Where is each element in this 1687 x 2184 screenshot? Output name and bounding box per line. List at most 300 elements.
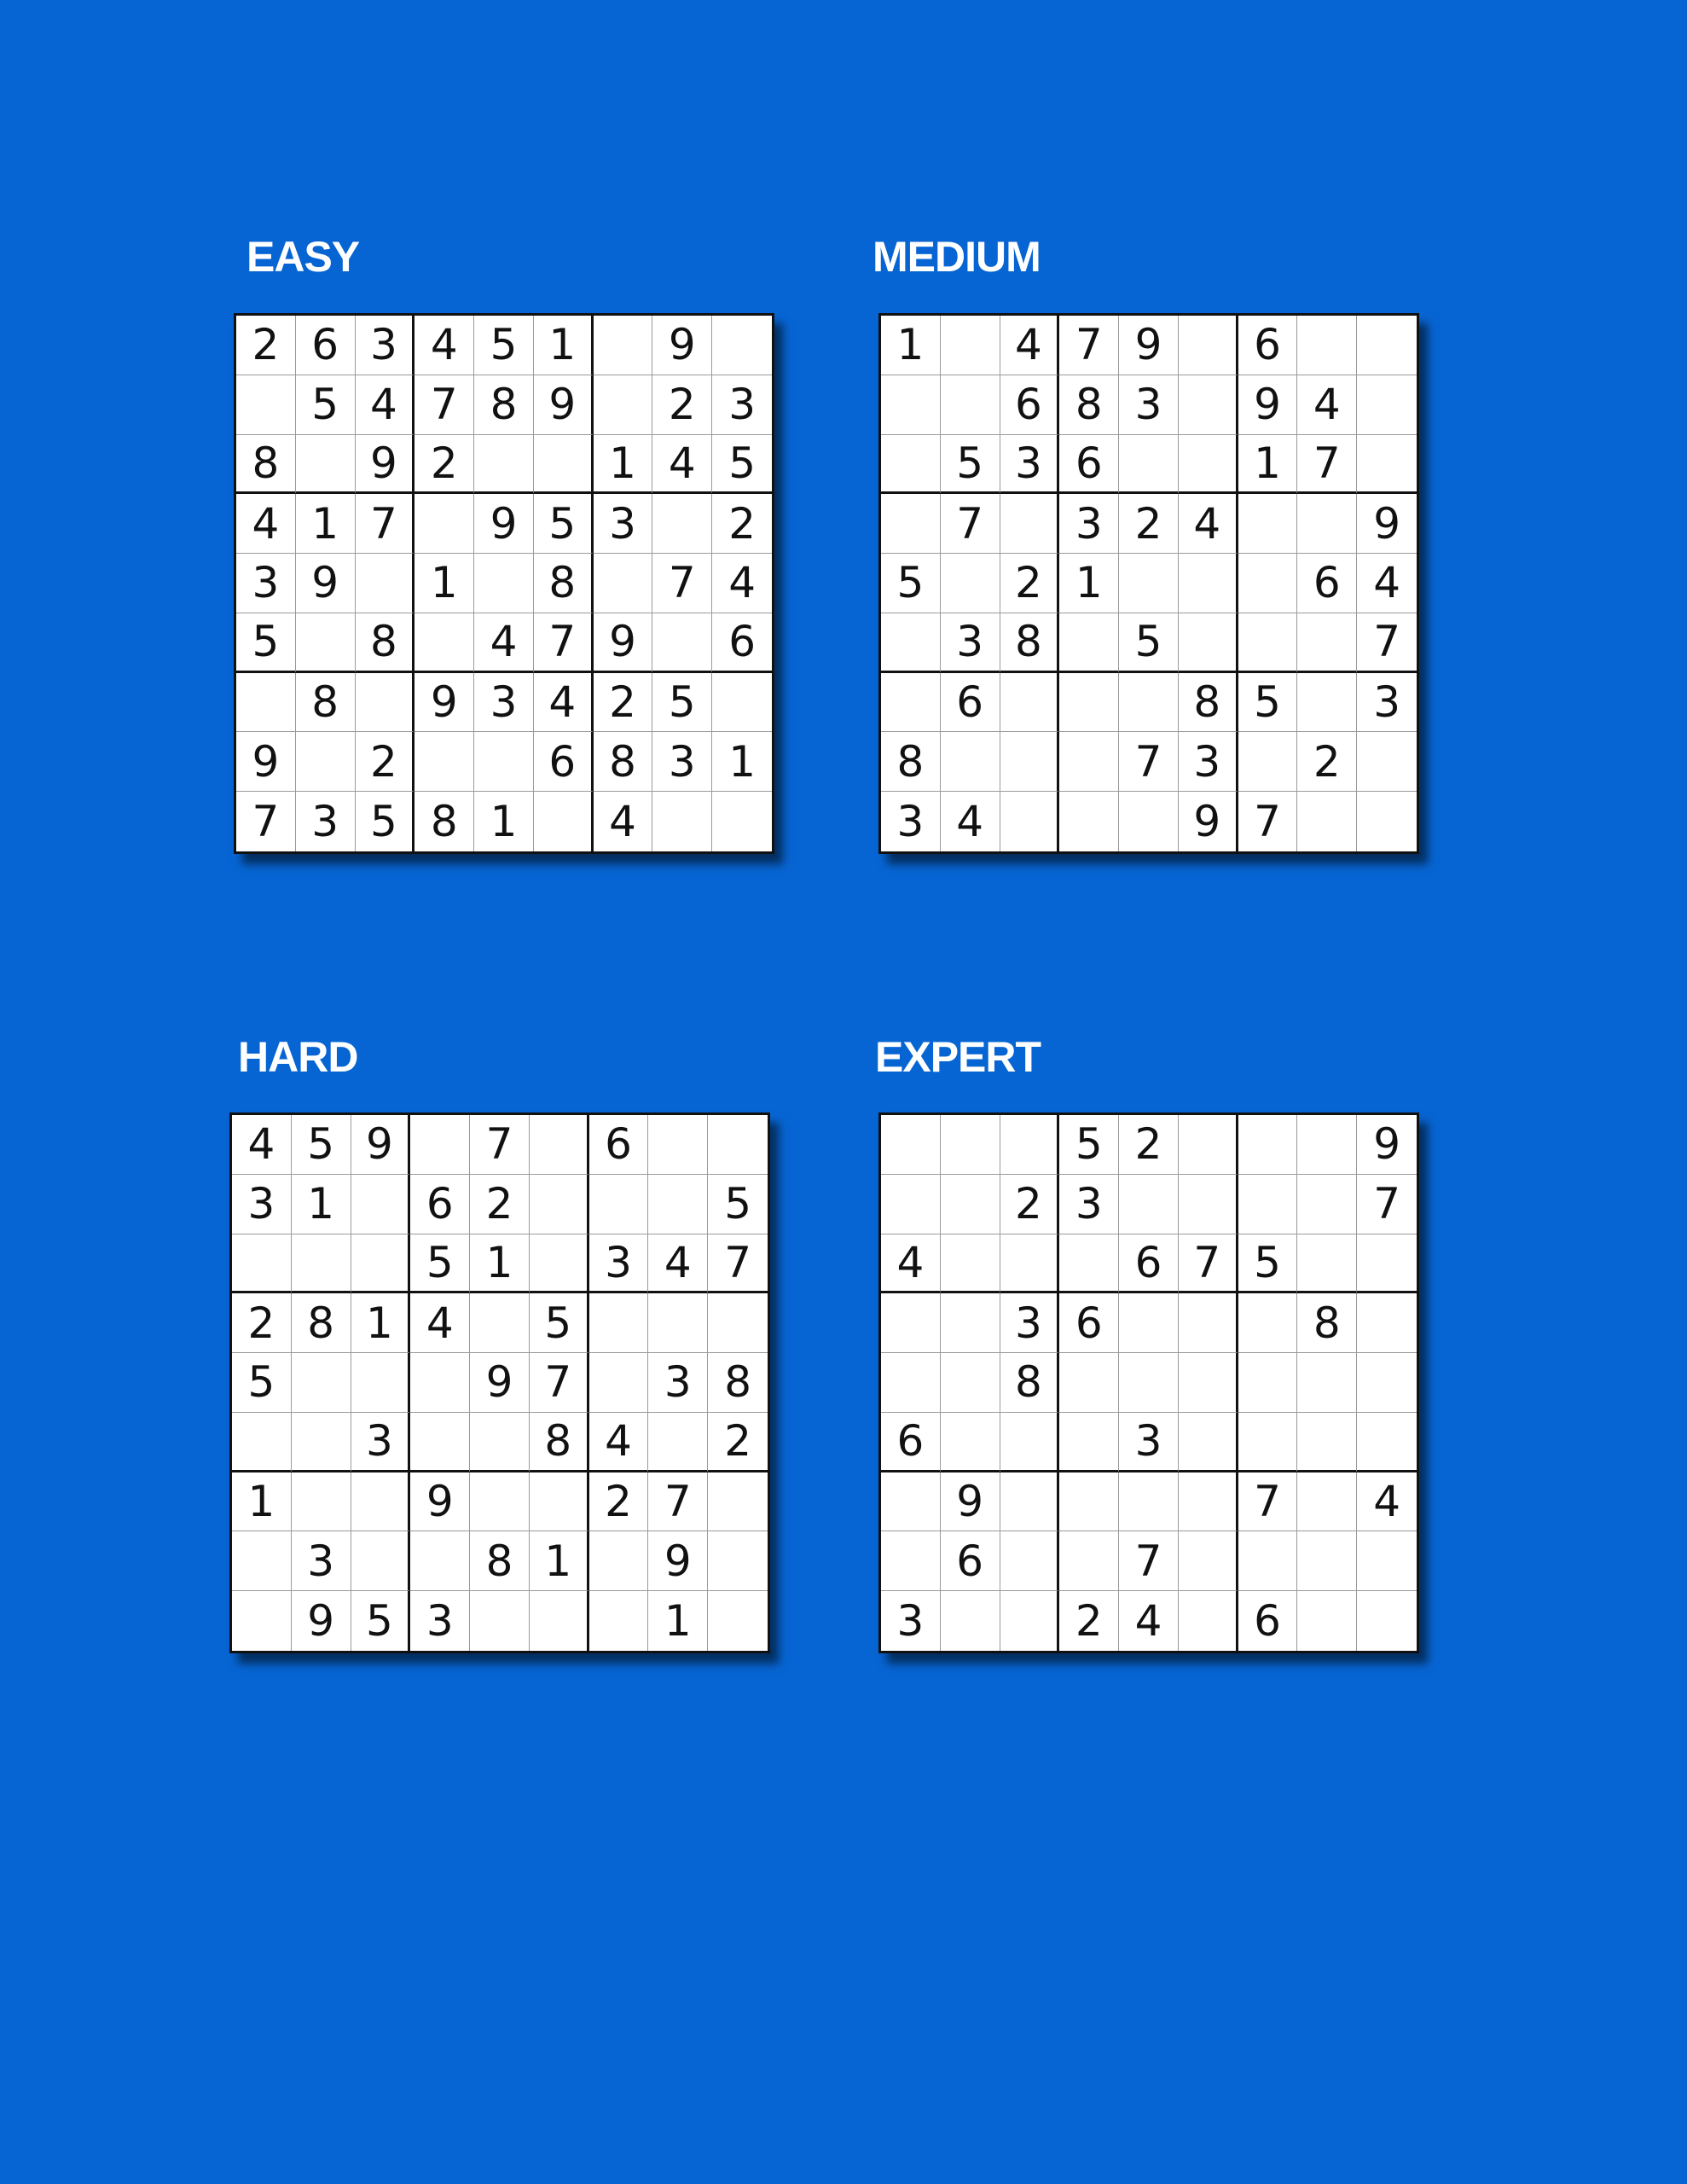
sudoku-cell[interactable]: 3 bbox=[474, 673, 534, 733]
sudoku-cell[interactable] bbox=[1000, 494, 1060, 554]
sudoku-cell[interactable] bbox=[941, 1293, 1000, 1353]
sudoku-cell[interactable] bbox=[1000, 792, 1060, 851]
sudoku-cell[interactable]: 1 bbox=[881, 316, 941, 375]
sudoku-cell[interactable] bbox=[534, 435, 594, 495]
sudoku-cell[interactable] bbox=[941, 732, 1000, 792]
sudoku-cell[interactable] bbox=[292, 1413, 351, 1472]
sudoku-cell[interactable]: 4 bbox=[1119, 1591, 1179, 1651]
sudoku-cell[interactable] bbox=[415, 613, 474, 673]
sudoku-cell[interactable] bbox=[941, 1413, 1000, 1472]
sudoku-cell[interactable]: 4 bbox=[356, 375, 415, 435]
sudoku-cell[interactable]: 9 bbox=[941, 1472, 1000, 1532]
sudoku-cell[interactable]: 5 bbox=[941, 435, 1000, 495]
sudoku-cell[interactable]: 1 bbox=[415, 554, 474, 613]
sudoku-cell[interactable] bbox=[1238, 613, 1298, 673]
sudoku-cell[interactable]: 7 bbox=[236, 792, 296, 851]
sudoku-cell[interactable] bbox=[351, 1175, 411, 1234]
sudoku-cell[interactable]: 3 bbox=[1119, 1413, 1179, 1472]
sudoku-cell[interactable] bbox=[1357, 435, 1417, 495]
sudoku-cell[interactable]: 4 bbox=[941, 792, 1000, 851]
sudoku-cell[interactable] bbox=[1000, 1531, 1060, 1591]
sudoku-cell[interactable]: 5 bbox=[474, 316, 534, 375]
sudoku-cell[interactable]: 4 bbox=[648, 1234, 708, 1294]
sudoku-cell[interactable]: 8 bbox=[530, 1413, 589, 1472]
sudoku-cell[interactable] bbox=[1119, 1353, 1179, 1413]
sudoku-cell[interactable] bbox=[1179, 1115, 1238, 1175]
sudoku-cell[interactable]: 5 bbox=[410, 1234, 470, 1294]
sudoku-cell[interactable] bbox=[1357, 732, 1417, 792]
sudoku-cell[interactable]: 3 bbox=[1059, 494, 1119, 554]
sudoku-cell[interactable] bbox=[474, 435, 534, 495]
sudoku-cell[interactable]: 2 bbox=[1119, 494, 1179, 554]
sudoku-cell[interactable] bbox=[351, 1234, 411, 1294]
sudoku-cell[interactable]: 4 bbox=[415, 316, 474, 375]
sudoku-cell[interactable]: 8 bbox=[236, 435, 296, 495]
sudoku-cell[interactable] bbox=[1297, 1472, 1357, 1532]
sudoku-cell[interactable] bbox=[1357, 1591, 1417, 1651]
sudoku-cell[interactable]: 7 bbox=[1357, 1175, 1417, 1234]
sudoku-cell[interactable] bbox=[1238, 732, 1298, 792]
sudoku-cell[interactable] bbox=[1119, 554, 1179, 613]
sudoku-cell[interactable]: 2 bbox=[594, 673, 653, 733]
sudoku-cell[interactable] bbox=[296, 435, 356, 495]
sudoku-cell[interactable] bbox=[1000, 732, 1060, 792]
sudoku-cell[interactable] bbox=[1119, 792, 1179, 851]
sudoku-cell[interactable]: 9 bbox=[351, 1115, 411, 1175]
sudoku-cell[interactable] bbox=[232, 1531, 292, 1591]
sudoku-cell[interactable] bbox=[351, 1531, 411, 1591]
sudoku-cell[interactable] bbox=[1179, 1531, 1238, 1591]
sudoku-cell[interactable]: 9 bbox=[1179, 792, 1238, 851]
sudoku-cell[interactable] bbox=[648, 1293, 708, 1353]
sudoku-cell[interactable]: 7 bbox=[708, 1234, 768, 1294]
sudoku-cell[interactable] bbox=[881, 1353, 941, 1413]
sudoku-cell[interactable]: 9 bbox=[534, 375, 594, 435]
sudoku-cell[interactable] bbox=[712, 673, 772, 733]
sudoku-cell[interactable] bbox=[296, 732, 356, 792]
sudoku-cell[interactable]: 4 bbox=[1357, 1472, 1417, 1532]
sudoku-cell[interactable]: 3 bbox=[236, 554, 296, 613]
sudoku-cell[interactable]: 5 bbox=[534, 494, 594, 554]
sudoku-cell[interactable]: 9 bbox=[1119, 316, 1179, 375]
sudoku-cell[interactable] bbox=[1059, 673, 1119, 733]
sudoku-cell[interactable] bbox=[881, 613, 941, 673]
sudoku-cell[interactable] bbox=[881, 1531, 941, 1591]
sudoku-cell[interactable]: 5 bbox=[232, 1353, 292, 1413]
sudoku-cell[interactable] bbox=[708, 1531, 768, 1591]
sudoku-cell[interactable]: 3 bbox=[941, 613, 1000, 673]
sudoku-cell[interactable]: 8 bbox=[356, 613, 415, 673]
sudoku-cell[interactable]: 9 bbox=[236, 732, 296, 792]
sudoku-cell[interactable] bbox=[1297, 1353, 1357, 1413]
sudoku-cell[interactable]: 3 bbox=[652, 732, 712, 792]
sudoku-cell[interactable] bbox=[1357, 792, 1417, 851]
sudoku-cell[interactable]: 3 bbox=[1357, 673, 1417, 733]
sudoku-cell[interactable]: 8 bbox=[1059, 375, 1119, 435]
sudoku-cell[interactable] bbox=[1000, 1472, 1060, 1532]
sudoku-cell[interactable]: 3 bbox=[1000, 1293, 1060, 1353]
sudoku-cell[interactable]: 8 bbox=[1179, 673, 1238, 733]
sudoku-cell[interactable]: 3 bbox=[351, 1413, 411, 1472]
sudoku-cell[interactable] bbox=[941, 554, 1000, 613]
sudoku-cell[interactable]: 1 bbox=[1238, 435, 1298, 495]
sudoku-cell[interactable]: 7 bbox=[1119, 1531, 1179, 1591]
sudoku-cell[interactable] bbox=[1238, 554, 1298, 613]
sudoku-cell[interactable]: 9 bbox=[648, 1531, 708, 1591]
sudoku-cell[interactable] bbox=[941, 375, 1000, 435]
sudoku-cell[interactable]: 8 bbox=[474, 375, 534, 435]
sudoku-cell[interactable] bbox=[1238, 494, 1298, 554]
sudoku-cell[interactable]: 1 bbox=[470, 1234, 530, 1294]
sudoku-cell[interactable]: 4 bbox=[1297, 375, 1357, 435]
sudoku-cell[interactable]: 3 bbox=[712, 375, 772, 435]
sudoku-cell[interactable]: 6 bbox=[1059, 1293, 1119, 1353]
sudoku-cell[interactable]: 7 bbox=[941, 494, 1000, 554]
sudoku-cell[interactable]: 4 bbox=[410, 1293, 470, 1353]
sudoku-cell[interactable]: 7 bbox=[1179, 1234, 1238, 1294]
sudoku-cell[interactable]: 4 bbox=[236, 494, 296, 554]
sudoku-cell[interactable] bbox=[470, 1472, 530, 1532]
sudoku-cell[interactable] bbox=[1179, 375, 1238, 435]
sudoku-cell[interactable] bbox=[232, 1591, 292, 1651]
sudoku-cell[interactable]: 2 bbox=[232, 1293, 292, 1353]
sudoku-cell[interactable]: 8 bbox=[708, 1353, 768, 1413]
sudoku-cell[interactable] bbox=[1238, 1293, 1298, 1353]
sudoku-cell[interactable]: 6 bbox=[589, 1115, 649, 1175]
sudoku-cell[interactable] bbox=[1000, 1591, 1060, 1651]
sudoku-cell[interactable]: 3 bbox=[292, 1531, 351, 1591]
sudoku-cell[interactable]: 6 bbox=[881, 1413, 941, 1472]
sudoku-cell[interactable] bbox=[236, 673, 296, 733]
sudoku-cell[interactable]: 5 bbox=[1238, 1234, 1298, 1294]
sudoku-cell[interactable] bbox=[1238, 1115, 1298, 1175]
sudoku-cell[interactable]: 9 bbox=[410, 1472, 470, 1532]
sudoku-cell[interactable]: 7 bbox=[1059, 316, 1119, 375]
sudoku-cell[interactable] bbox=[881, 673, 941, 733]
sudoku-cell[interactable] bbox=[1119, 1293, 1179, 1353]
sudoku-cell[interactable]: 2 bbox=[470, 1175, 530, 1234]
sudoku-cell[interactable] bbox=[1357, 1293, 1417, 1353]
sudoku-cell[interactable]: 3 bbox=[589, 1234, 649, 1294]
sudoku-cell[interactable] bbox=[1119, 1175, 1179, 1234]
sudoku-cell[interactable]: 9 bbox=[1238, 375, 1298, 435]
sudoku-cell[interactable] bbox=[1000, 1413, 1060, 1472]
sudoku-cell[interactable]: 9 bbox=[1357, 494, 1417, 554]
sudoku-cell[interactable] bbox=[1059, 1472, 1119, 1532]
sudoku-cell[interactable]: 5 bbox=[296, 375, 356, 435]
sudoku-cell[interactable] bbox=[589, 1353, 649, 1413]
sudoku-cell[interactable]: 9 bbox=[474, 494, 534, 554]
sudoku-cell[interactable] bbox=[1297, 1531, 1357, 1591]
sudoku-cell[interactable] bbox=[589, 1531, 649, 1591]
sudoku-cell[interactable] bbox=[941, 1591, 1000, 1651]
sudoku-cell[interactable] bbox=[1238, 1353, 1298, 1413]
sudoku-cell[interactable] bbox=[1179, 1175, 1238, 1234]
sudoku-cell[interactable]: 8 bbox=[1000, 613, 1060, 673]
sudoku-cell[interactable]: 5 bbox=[712, 435, 772, 495]
sudoku-cell[interactable] bbox=[648, 1413, 708, 1472]
sudoku-cell[interactable] bbox=[1297, 1234, 1357, 1294]
sudoku-cell[interactable]: 8 bbox=[470, 1531, 530, 1591]
sudoku-cell[interactable]: 6 bbox=[712, 613, 772, 673]
sudoku-cell[interactable] bbox=[410, 1115, 470, 1175]
sudoku-cell[interactable] bbox=[881, 1472, 941, 1532]
sudoku-cell[interactable]: 2 bbox=[712, 494, 772, 554]
sudoku-cell[interactable] bbox=[351, 1353, 411, 1413]
sudoku-cell[interactable] bbox=[356, 554, 415, 613]
sudoku-cell[interactable] bbox=[1297, 792, 1357, 851]
sudoku-cell[interactable]: 5 bbox=[1119, 613, 1179, 673]
sudoku-cell[interactable] bbox=[594, 554, 653, 613]
sudoku-cell[interactable]: 5 bbox=[652, 673, 712, 733]
sudoku-cell[interactable] bbox=[589, 1591, 649, 1651]
sudoku-cell[interactable] bbox=[1357, 1531, 1417, 1591]
sudoku-cell[interactable] bbox=[1297, 1115, 1357, 1175]
sudoku-cell[interactable]: 4 bbox=[594, 792, 653, 851]
sudoku-cell[interactable] bbox=[296, 613, 356, 673]
sudoku-cell[interactable] bbox=[530, 1234, 589, 1294]
sudoku-cell[interactable]: 3 bbox=[594, 494, 653, 554]
sudoku-cell[interactable]: 2 bbox=[356, 732, 415, 792]
sudoku-cell[interactable] bbox=[594, 375, 653, 435]
sudoku-cell[interactable] bbox=[881, 494, 941, 554]
sudoku-cell[interactable] bbox=[1357, 316, 1417, 375]
sudoku-cell[interactable]: 7 bbox=[534, 613, 594, 673]
sudoku-cell[interactable]: 4 bbox=[1179, 494, 1238, 554]
sudoku-cell[interactable]: 2 bbox=[708, 1413, 768, 1472]
sudoku-cell[interactable] bbox=[232, 1413, 292, 1472]
sudoku-cell[interactable] bbox=[1357, 1353, 1417, 1413]
sudoku-cell[interactable]: 2 bbox=[589, 1472, 649, 1532]
sudoku-cell[interactable] bbox=[415, 494, 474, 554]
sudoku-cell[interactable]: 6 bbox=[941, 1531, 1000, 1591]
sudoku-cell[interactable] bbox=[530, 1591, 589, 1651]
sudoku-cell[interactable] bbox=[1059, 1234, 1119, 1294]
sudoku-cell[interactable]: 6 bbox=[534, 732, 594, 792]
sudoku-cell[interactable]: 2 bbox=[1119, 1115, 1179, 1175]
sudoku-cell[interactable]: 7 bbox=[1357, 613, 1417, 673]
sudoku-cell[interactable]: 9 bbox=[652, 316, 712, 375]
sudoku-cell[interactable]: 3 bbox=[881, 792, 941, 851]
sudoku-cell[interactable]: 4 bbox=[534, 673, 594, 733]
sudoku-cell[interactable]: 7 bbox=[530, 1353, 589, 1413]
sudoku-cell[interactable]: 3 bbox=[232, 1175, 292, 1234]
sudoku-cell[interactable]: 8 bbox=[415, 792, 474, 851]
sudoku-cell[interactable]: 1 bbox=[712, 732, 772, 792]
sudoku-cell[interactable] bbox=[1179, 435, 1238, 495]
sudoku-cell[interactable]: 5 bbox=[356, 792, 415, 851]
sudoku-cell[interactable] bbox=[236, 375, 296, 435]
sudoku-cell[interactable]: 8 bbox=[296, 673, 356, 733]
sudoku-cell[interactable] bbox=[1059, 1413, 1119, 1472]
sudoku-cell[interactable] bbox=[410, 1531, 470, 1591]
sudoku-cell[interactable]: 4 bbox=[232, 1115, 292, 1175]
sudoku-cell[interactable] bbox=[652, 792, 712, 851]
sudoku-cell[interactable] bbox=[708, 1591, 768, 1651]
sudoku-cell[interactable]: 6 bbox=[1059, 435, 1119, 495]
sudoku-cell[interactable]: 5 bbox=[1059, 1115, 1119, 1175]
sudoku-cell[interactable]: 7 bbox=[356, 494, 415, 554]
sudoku-cell[interactable]: 2 bbox=[236, 316, 296, 375]
sudoku-cell[interactable] bbox=[410, 1353, 470, 1413]
sudoku-cell[interactable]: 1 bbox=[534, 316, 594, 375]
sudoku-cell[interactable]: 8 bbox=[1000, 1353, 1060, 1413]
sudoku-cell[interactable] bbox=[1059, 792, 1119, 851]
sudoku-cell[interactable] bbox=[1179, 554, 1238, 613]
sudoku-cell[interactable]: 5 bbox=[530, 1293, 589, 1353]
sudoku-cell[interactable] bbox=[410, 1413, 470, 1472]
sudoku-cell[interactable] bbox=[1179, 1353, 1238, 1413]
sudoku-cell[interactable] bbox=[652, 613, 712, 673]
sudoku-cell[interactable] bbox=[1000, 1234, 1060, 1294]
sudoku-cell[interactable]: 6 bbox=[1238, 316, 1298, 375]
sudoku-cell[interactable] bbox=[708, 1115, 768, 1175]
sudoku-cell[interactable] bbox=[652, 494, 712, 554]
sudoku-cell[interactable] bbox=[941, 316, 1000, 375]
sudoku-cell[interactable] bbox=[1297, 613, 1357, 673]
sudoku-cell[interactable] bbox=[1179, 613, 1238, 673]
sudoku-cell[interactable] bbox=[1297, 316, 1357, 375]
sudoku-cell[interactable]: 1 bbox=[594, 435, 653, 495]
sudoku-cell[interactable]: 6 bbox=[1297, 554, 1357, 613]
sudoku-cell[interactable] bbox=[1119, 1472, 1179, 1532]
sudoku-cell[interactable]: 7 bbox=[652, 554, 712, 613]
sudoku-cell[interactable] bbox=[1297, 494, 1357, 554]
sudoku-cell[interactable]: 7 bbox=[1119, 732, 1179, 792]
sudoku-cell[interactable] bbox=[415, 732, 474, 792]
sudoku-cell[interactable]: 8 bbox=[1297, 1293, 1357, 1353]
sudoku-cell[interactable] bbox=[470, 1293, 530, 1353]
sudoku-cell[interactable]: 9 bbox=[594, 613, 653, 673]
sudoku-cell[interactable]: 4 bbox=[1357, 554, 1417, 613]
sudoku-cell[interactable]: 5 bbox=[1238, 673, 1298, 733]
sudoku-cell[interactable] bbox=[1357, 1413, 1417, 1472]
sudoku-cell[interactable] bbox=[1357, 375, 1417, 435]
sudoku-cell[interactable]: 5 bbox=[236, 613, 296, 673]
sudoku-cell[interactable]: 7 bbox=[470, 1115, 530, 1175]
sudoku-cell[interactable] bbox=[1000, 1115, 1060, 1175]
sudoku-cell[interactable]: 9 bbox=[296, 554, 356, 613]
sudoku-cell[interactable]: 2 bbox=[1000, 1175, 1060, 1234]
sudoku-cell[interactable]: 3 bbox=[1119, 375, 1179, 435]
sudoku-cell[interactable] bbox=[1297, 673, 1357, 733]
sudoku-cell[interactable] bbox=[292, 1353, 351, 1413]
sudoku-cell[interactable] bbox=[941, 1353, 1000, 1413]
sudoku-cell[interactable]: 9 bbox=[470, 1353, 530, 1413]
sudoku-cell[interactable] bbox=[1179, 316, 1238, 375]
sudoku-cell[interactable]: 4 bbox=[881, 1234, 941, 1294]
sudoku-cell[interactable] bbox=[712, 316, 772, 375]
sudoku-cell[interactable]: 4 bbox=[1000, 316, 1060, 375]
sudoku-cell[interactable] bbox=[941, 1234, 1000, 1294]
sudoku-cell[interactable]: 7 bbox=[1238, 792, 1298, 851]
sudoku-cell[interactable] bbox=[356, 673, 415, 733]
sudoku-cell[interactable]: 8 bbox=[881, 732, 941, 792]
sudoku-cell[interactable] bbox=[1059, 732, 1119, 792]
sudoku-cell[interactable] bbox=[1297, 1591, 1357, 1651]
sudoku-cell[interactable]: 9 bbox=[415, 673, 474, 733]
sudoku-cell[interactable]: 8 bbox=[292, 1293, 351, 1353]
sudoku-cell[interactable] bbox=[881, 1293, 941, 1353]
sudoku-cell[interactable]: 6 bbox=[1238, 1591, 1298, 1651]
sudoku-cell[interactable] bbox=[1059, 613, 1119, 673]
sudoku-cell[interactable]: 9 bbox=[356, 435, 415, 495]
sudoku-cell[interactable]: 2 bbox=[652, 375, 712, 435]
sudoku-cell[interactable]: 2 bbox=[415, 435, 474, 495]
sudoku-cell[interactable] bbox=[1179, 1293, 1238, 1353]
sudoku-cell[interactable]: 1 bbox=[351, 1293, 411, 1353]
sudoku-cell[interactable] bbox=[941, 1175, 1000, 1234]
sudoku-cell[interactable] bbox=[881, 1175, 941, 1234]
sudoku-cell[interactable]: 3 bbox=[1059, 1175, 1119, 1234]
sudoku-cell[interactable] bbox=[474, 732, 534, 792]
sudoku-cell[interactable]: 8 bbox=[594, 732, 653, 792]
sudoku-cell[interactable]: 1 bbox=[1059, 554, 1119, 613]
sudoku-cell[interactable]: 6 bbox=[1000, 375, 1060, 435]
sudoku-cell[interactable] bbox=[530, 1175, 589, 1234]
sudoku-cell[interactable]: 7 bbox=[415, 375, 474, 435]
sudoku-cell[interactable] bbox=[712, 792, 772, 851]
sudoku-cell[interactable]: 7 bbox=[1238, 1472, 1298, 1532]
sudoku-cell[interactable] bbox=[1238, 1175, 1298, 1234]
sudoku-cell[interactable] bbox=[530, 1472, 589, 1532]
sudoku-cell[interactable] bbox=[1179, 1413, 1238, 1472]
sudoku-cell[interactable]: 1 bbox=[296, 494, 356, 554]
sudoku-cell[interactable]: 5 bbox=[708, 1175, 768, 1234]
sudoku-cell[interactable]: 6 bbox=[410, 1175, 470, 1234]
sudoku-cell[interactable]: 9 bbox=[292, 1591, 351, 1651]
sudoku-cell[interactable] bbox=[292, 1472, 351, 1532]
sudoku-cell[interactable] bbox=[1059, 1353, 1119, 1413]
sudoku-cell[interactable] bbox=[589, 1293, 649, 1353]
sudoku-cell[interactable]: 4 bbox=[712, 554, 772, 613]
sudoku-cell[interactable]: 3 bbox=[1000, 435, 1060, 495]
sudoku-cell[interactable] bbox=[1357, 1234, 1417, 1294]
sudoku-cell[interactable]: 2 bbox=[1000, 554, 1060, 613]
sudoku-cell[interactable]: 4 bbox=[652, 435, 712, 495]
sudoku-cell[interactable] bbox=[881, 375, 941, 435]
sudoku-cell[interactable]: 4 bbox=[589, 1413, 649, 1472]
sudoku-cell[interactable]: 3 bbox=[410, 1591, 470, 1651]
sudoku-cell[interactable]: 1 bbox=[474, 792, 534, 851]
sudoku-cell[interactable]: 1 bbox=[232, 1472, 292, 1532]
sudoku-cell[interactable]: 5 bbox=[292, 1115, 351, 1175]
sudoku-cell[interactable] bbox=[1297, 1413, 1357, 1472]
sudoku-cell[interactable] bbox=[708, 1293, 768, 1353]
sudoku-cell[interactable] bbox=[648, 1115, 708, 1175]
sudoku-cell[interactable]: 2 bbox=[1059, 1591, 1119, 1651]
sudoku-cell[interactable] bbox=[708, 1472, 768, 1532]
sudoku-cell[interactable] bbox=[881, 435, 941, 495]
sudoku-cell[interactable] bbox=[1119, 435, 1179, 495]
sudoku-cell[interactable] bbox=[589, 1175, 649, 1234]
sudoku-cell[interactable] bbox=[1059, 1531, 1119, 1591]
sudoku-cell[interactable] bbox=[1179, 1591, 1238, 1651]
sudoku-cell[interactable] bbox=[1179, 1472, 1238, 1532]
sudoku-cell[interactable] bbox=[232, 1234, 292, 1294]
sudoku-cell[interactable] bbox=[474, 554, 534, 613]
sudoku-cell[interactable] bbox=[881, 1115, 941, 1175]
sudoku-cell[interactable] bbox=[530, 1115, 589, 1175]
sudoku-cell[interactable]: 1 bbox=[530, 1531, 589, 1591]
sudoku-cell[interactable]: 2 bbox=[1297, 732, 1357, 792]
sudoku-cell[interactable] bbox=[534, 792, 594, 851]
sudoku-cell[interactable] bbox=[1000, 673, 1060, 733]
sudoku-cell[interactable] bbox=[470, 1591, 530, 1651]
sudoku-cell[interactable] bbox=[1238, 1413, 1298, 1472]
sudoku-cell[interactable]: 1 bbox=[292, 1175, 351, 1234]
sudoku-cell[interactable]: 3 bbox=[356, 316, 415, 375]
